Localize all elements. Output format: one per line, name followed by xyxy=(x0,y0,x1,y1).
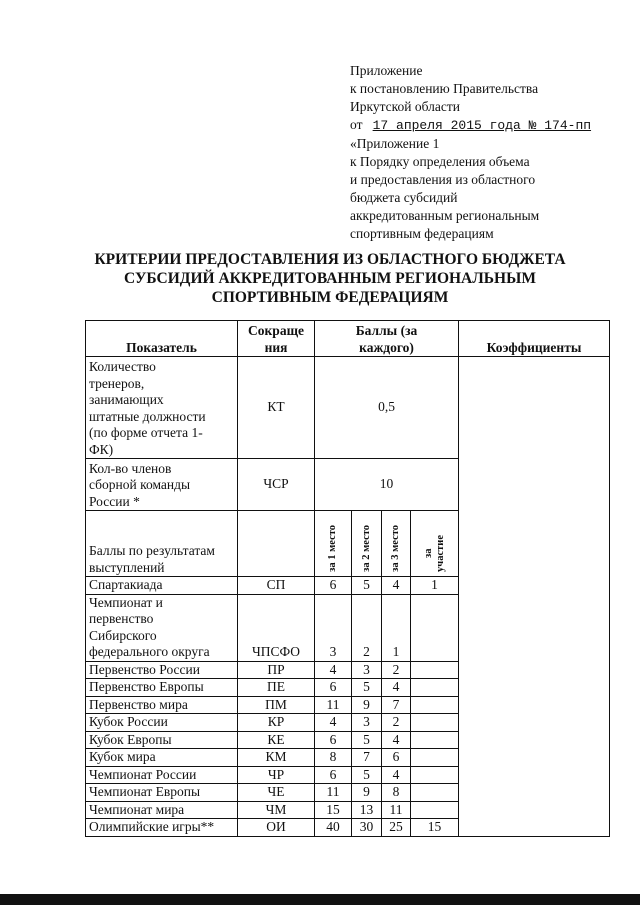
coaches-label xyxy=(86,357,238,459)
appendix-block xyxy=(350,62,630,243)
points-second: 2 xyxy=(352,594,382,661)
points-participation xyxy=(411,714,459,732)
competition-name xyxy=(86,714,238,732)
competition-name xyxy=(86,679,238,697)
points-second: 5 xyxy=(352,577,382,595)
competition-abbr: ОИ xyxy=(238,819,315,837)
points-first: 4 xyxy=(315,714,352,732)
competition-abbr: СП xyxy=(238,577,315,595)
appendix-line: Иркутской области xyxy=(350,99,461,114)
competition-name xyxy=(86,594,238,661)
name-line: Чемпионат и xyxy=(89,594,163,610)
team-points: 10 xyxy=(315,459,459,511)
competition-name xyxy=(86,731,238,749)
points-participation xyxy=(411,731,459,749)
competition-name xyxy=(86,766,238,784)
points-second: 5 xyxy=(352,731,382,749)
header-abbreviation: Сокраще ния xyxy=(238,321,315,357)
date-value: 17 апреля 2015 года № 174-пп xyxy=(372,118,592,133)
competition-name xyxy=(86,819,238,837)
points-second: 9 xyxy=(352,696,382,714)
title-line: СПОРТИВНЫМ ФЕДЕРАЦИЯМ xyxy=(211,289,449,306)
name-line: Сибирского xyxy=(89,627,157,643)
name-line: первенство xyxy=(89,611,154,626)
results-abbr-empty xyxy=(238,511,315,577)
label-line: России * xyxy=(89,493,140,509)
name-line: Кубок России xyxy=(89,714,168,729)
appendix-line: аккредитованным региональным xyxy=(350,208,540,223)
competition-abbr: КР xyxy=(238,714,315,732)
points-participation xyxy=(411,749,459,767)
points-first: 4 xyxy=(315,661,352,679)
title-line: СУБСИДИЙ АККРЕДИТОВАННЫМ РЕГИОНАЛЬНЫМ xyxy=(124,270,536,287)
points-second: 9 xyxy=(352,784,382,802)
competition-name xyxy=(86,801,238,819)
points-first: 8 xyxy=(315,749,352,767)
name-line: федерального округа xyxy=(89,644,210,659)
points-participation: 1 xyxy=(411,577,459,595)
header-indicator: Показатель xyxy=(86,321,238,357)
points-third: 2 xyxy=(382,661,411,679)
competition-name xyxy=(86,661,238,679)
points-first: 15 xyxy=(315,801,352,819)
points-first: 6 xyxy=(315,679,352,697)
appendix-line: «Приложение 1 xyxy=(350,136,440,151)
points-participation xyxy=(411,696,459,714)
points-first: 3 xyxy=(315,594,352,661)
name-line: Первенство России xyxy=(89,661,200,677)
competition-abbr: ЧЕ xyxy=(238,784,315,802)
results-label xyxy=(86,511,238,577)
points-participation xyxy=(411,801,459,819)
name-line: Чемпионат мира xyxy=(89,801,185,817)
coaches-abbr: КТ xyxy=(238,357,315,459)
appendix-date-line xyxy=(350,116,630,135)
name-line: Кубок Европы xyxy=(89,731,172,747)
points-third: 7 xyxy=(382,696,411,714)
points-third: 25 xyxy=(382,819,411,837)
competition-name xyxy=(86,749,238,767)
points-third: 6 xyxy=(382,749,411,767)
coefficients-cell xyxy=(459,357,610,837)
points-first: 6 xyxy=(315,577,352,595)
competition-name xyxy=(86,784,238,802)
place-header-2: за 2 место xyxy=(352,511,382,577)
points-third: 8 xyxy=(382,784,411,802)
appendix-line: спортивным федерациям xyxy=(350,226,494,241)
points-first: 6 xyxy=(315,731,352,749)
points-second: 5 xyxy=(352,766,382,784)
competition-abbr: ПР xyxy=(238,661,315,679)
competition-abbr: КЕ xyxy=(238,731,315,749)
label-line: Баллы по результатам xyxy=(89,543,215,558)
participation-header: за участие xyxy=(411,511,459,577)
name-line: Чемпионат России xyxy=(89,766,197,782)
points-second: 7 xyxy=(352,749,382,767)
points-second: 5 xyxy=(352,679,382,697)
points-participation: 15 xyxy=(411,819,459,837)
label-line: Количество xyxy=(89,359,156,374)
points-first: 11 xyxy=(315,784,352,802)
place-header-1: за 1 место xyxy=(315,511,352,577)
points-first: 40 xyxy=(315,819,352,837)
label-line: выступлений xyxy=(89,559,165,575)
header-coefficients: Коэффициенты xyxy=(459,321,610,357)
points-third: 2 xyxy=(382,714,411,732)
points-second: 3 xyxy=(352,661,382,679)
label-line: Кол-во членов xyxy=(89,460,172,476)
label-line: ФК) xyxy=(89,441,114,457)
criteria-table xyxy=(85,320,610,837)
name-line: Кубок мира xyxy=(89,749,156,764)
points-third: 11 xyxy=(382,801,411,819)
points-third: 4 xyxy=(382,766,411,784)
appendix-line: к постановлению Правительства xyxy=(350,81,539,96)
label-line: занимающих xyxy=(89,392,164,407)
name-line: Первенство мира xyxy=(89,696,188,712)
competition-name xyxy=(86,696,238,714)
appendix-line: Приложение xyxy=(350,63,423,78)
coaches-points: 0,5 xyxy=(315,357,459,459)
points-second: 30 xyxy=(352,819,382,837)
points-second: 3 xyxy=(352,714,382,732)
team-label xyxy=(86,459,238,511)
appendix-line: к Порядку определения объема xyxy=(350,154,530,169)
points-third: 4 xyxy=(382,731,411,749)
label-line: штатные должности xyxy=(89,408,206,424)
points-third: 4 xyxy=(382,577,411,595)
label-line: (по форме отчета 1- xyxy=(89,425,203,440)
points-first: 6 xyxy=(315,766,352,784)
points-third: 1 xyxy=(382,594,411,661)
competition-name xyxy=(86,577,238,595)
appendix-line: и предоставления из областного xyxy=(350,172,536,187)
competition-abbr: КМ xyxy=(238,749,315,767)
document-title xyxy=(80,250,580,307)
header-points: Баллы (за каждого) xyxy=(315,321,459,357)
date-prefix: от xyxy=(350,117,363,132)
points-second: 13 xyxy=(352,801,382,819)
points-participation xyxy=(411,679,459,697)
competition-abbr: ЧПСФО xyxy=(238,594,315,661)
label-line: сборной команды xyxy=(89,477,191,492)
points-participation xyxy=(411,766,459,784)
name-line: Олимпийские игры** xyxy=(89,819,215,834)
competition-abbr: ПМ xyxy=(238,696,315,714)
name-line: Чемпионат Европы xyxy=(89,784,201,799)
name-line: Первенство Европы xyxy=(89,679,204,694)
team-abbr: ЧСР xyxy=(238,459,315,511)
competition-abbr: ЧР xyxy=(238,766,315,784)
appendix-line: бюджета субсидий xyxy=(350,190,458,205)
points-participation xyxy=(411,594,459,661)
competition-abbr: ЧМ xyxy=(238,801,315,819)
competition-abbr: ПЕ xyxy=(238,679,315,697)
points-first: 11 xyxy=(315,696,352,714)
points-third: 4 xyxy=(382,679,411,697)
points-participation xyxy=(411,784,459,802)
label-line: тренеров, xyxy=(89,375,145,391)
place-header-3: за 3 место xyxy=(382,511,411,577)
name-line: Спартакиада xyxy=(89,577,163,592)
points-participation xyxy=(411,661,459,679)
title-line: КРИТЕРИИ ПРЕДОСТАВЛЕНИЯ ИЗ ОБЛАСТНОГО БЮДЖЕТА xyxy=(94,251,566,268)
scan-bottom-edge xyxy=(0,894,640,905)
